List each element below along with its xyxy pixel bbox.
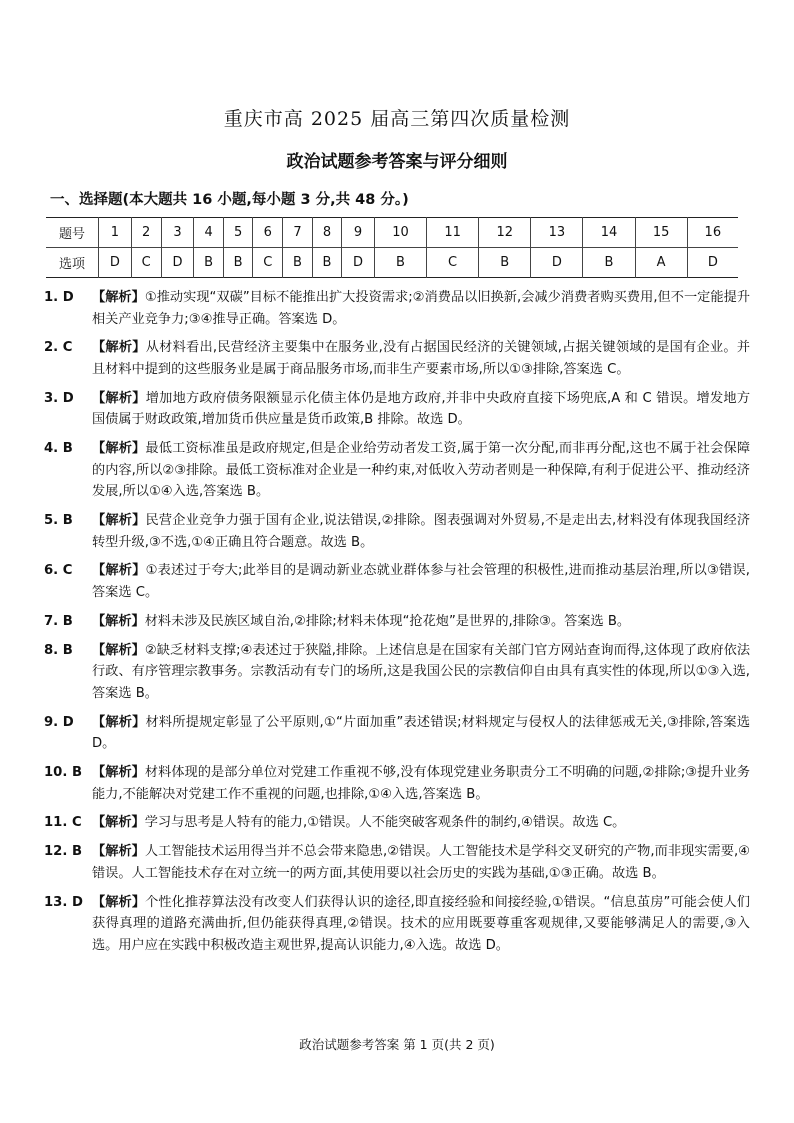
explanation-text-block bbox=[92, 287, 750, 330]
answer-cell: B bbox=[194, 248, 223, 278]
answer-cell: B bbox=[583, 248, 635, 278]
question-answer-label: 5. B bbox=[44, 513, 73, 529]
question-number-cell: 16 bbox=[687, 218, 738, 248]
question-number-cell: 4 bbox=[194, 218, 223, 248]
question-answer-label: 13. D bbox=[44, 894, 83, 910]
analysis-tag: 【解析】 bbox=[92, 815, 145, 831]
explanation-text: 材料未涉及民族区域自治,②排除;材料未体现“抢花炮”是世界的,排除③。答案选 B。 bbox=[144, 613, 631, 629]
explanation-item bbox=[44, 510, 750, 553]
explanation-item bbox=[44, 611, 750, 633]
explanation-text-block bbox=[92, 841, 750, 884]
explanation-item bbox=[44, 388, 750, 431]
explanation-item bbox=[44, 287, 750, 330]
explanation-text-block bbox=[92, 337, 750, 380]
question-answer-label: 10. B bbox=[44, 764, 83, 780]
question-answer-label: 3. D bbox=[44, 390, 74, 406]
explanation-item bbox=[44, 812, 750, 834]
explanation-text-block bbox=[92, 892, 750, 957]
question-number-cell: 14 bbox=[583, 218, 635, 248]
question-number-cell: 6 bbox=[253, 218, 283, 248]
question-number-cell: 12 bbox=[479, 218, 531, 248]
question-answer-label: 4. B bbox=[44, 441, 73, 457]
explanation-text: 民营企业竞争力强于国有企业,说法错误,②排除。图表强调对外贸易,不是走出去,材料没有体现我国经济转型升级,③不选,①④正确且符合题意。故选 B。 bbox=[92, 513, 751, 550]
answer-table-number-row bbox=[46, 218, 738, 248]
question-number-cell: 9 bbox=[342, 218, 375, 248]
answer-cell: D bbox=[342, 248, 375, 278]
explanation-item bbox=[44, 892, 750, 957]
question-answer-label: 12. B bbox=[44, 844, 83, 860]
analysis-tag: 【解析】 bbox=[92, 844, 145, 860]
explanation-text: 材料体现的是部分单位对党建工作重视不够,没有体现党建业务职责分工不明确的问题,②排除;③提升业务能力,不能解决对党建工作不重视的问题,也排除,①④入选,答案选 B。 bbox=[92, 764, 751, 802]
explanation-text: 人工智能技术运用得当并不总会带来隐患,②错误。人工智能技术是学科交叉研究的产物,而非现实需要,④错误。人工智能技术存在对立统一的两方面,其使用要以社会历史的实践为基础,①③正确。故选 B。 bbox=[92, 844, 750, 881]
question-number-cell: 3 bbox=[161, 218, 194, 248]
analysis-tag: 【解析】 bbox=[92, 714, 146, 730]
explanation-text-block bbox=[92, 510, 750, 553]
question-number-cell: 5 bbox=[223, 218, 252, 248]
explanation-text: 增加地方政府债务限额显示化债主体仍是地方政府,并非中央政府直接下场兜底,A 和 C 错误。增发地方国债属于财政政策,增加货币供应量是货币政策,B 排除。故选 D。 bbox=[92, 390, 751, 428]
question-answer-label: 2. C bbox=[44, 340, 73, 356]
question-answer-label: 9. D bbox=[44, 714, 74, 730]
question-answer-label: 1. D bbox=[44, 290, 74, 305]
row-label-answer: 选项 bbox=[46, 248, 99, 278]
explanation-item bbox=[44, 438, 750, 503]
answer-table bbox=[46, 217, 738, 278]
explanation-item bbox=[44, 712, 750, 755]
analysis-tag: 【解析】 bbox=[92, 894, 146, 910]
explanation-text-block bbox=[92, 640, 750, 705]
question-number-cell: 15 bbox=[635, 218, 687, 248]
analysis-tag: 【解析】 bbox=[92, 290, 145, 305]
page-footer: 政治试题参考答案 第 1 页(共 2 页) bbox=[299, 1037, 495, 1052]
question-number-cell: 10 bbox=[374, 218, 426, 248]
answer-table-answer-row bbox=[46, 248, 738, 278]
analysis-tag: 【解析】 bbox=[92, 613, 145, 629]
explanation-text-block bbox=[92, 388, 750, 431]
answer-cell: D bbox=[99, 248, 132, 278]
question-number-cell: 2 bbox=[131, 218, 161, 248]
answer-cell: B bbox=[223, 248, 252, 278]
analysis-tag: 【解析】 bbox=[92, 390, 146, 406]
explanation-item bbox=[44, 841, 750, 884]
answer-cell: C bbox=[253, 248, 283, 278]
explanation-text-block bbox=[92, 762, 750, 805]
explanation-item bbox=[44, 337, 750, 380]
explanation-text: 学习与思考是人特有的能力,①错误。人不能突破客观条件的制约,④错误。故选 C。 bbox=[144, 815, 626, 831]
explanation-item bbox=[44, 640, 750, 705]
analysis-tag: 【解析】 bbox=[92, 764, 145, 780]
answer-cell: B bbox=[374, 248, 426, 278]
answer-cell: D bbox=[687, 248, 738, 278]
explanation-text-block bbox=[92, 812, 750, 834]
page-subtitle: 政治试题参考答案与评分细则 bbox=[286, 152, 508, 172]
explanation-text-block bbox=[92, 712, 750, 755]
analysis-tag: 【解析】 bbox=[92, 642, 145, 658]
explanation-text: 材料所提规定彰显了公平原则,①“片面加重”表述错误;材料规定与侵权人的法律惩戒无关,③排除,答案选 D。 bbox=[92, 714, 751, 752]
answer-cell: B bbox=[312, 248, 341, 278]
question-number-cell: 8 bbox=[312, 218, 341, 248]
explanation-item bbox=[44, 762, 750, 805]
explanation-text-block bbox=[92, 611, 750, 633]
answer-cell: D bbox=[161, 248, 194, 278]
question-answer-label: 11. C bbox=[44, 815, 82, 831]
explanation-text: ②缺乏材料支撑;④表述过于狭隘,排除。上述信息是在国家有关部门官方网站查询而得,这体现了政府依法行政、有序管理宗教事务。宗教活动有专门的场所,这是我国公民的宗教信仰自由具有真实性的体现,所以①③入选,答案选 B。 bbox=[92, 642, 751, 701]
question-answer-label: 6. C bbox=[44, 563, 73, 579]
question-answer-label: 8. B bbox=[44, 642, 73, 658]
page-title: 重庆市高 2025 届高三第四次质量检测 bbox=[223, 108, 571, 130]
answer-cell: A bbox=[635, 248, 687, 278]
answer-cell: C bbox=[427, 248, 479, 278]
explanation-item bbox=[44, 560, 750, 603]
question-answer-label: 7. B bbox=[44, 613, 73, 629]
answer-cell: D bbox=[531, 248, 583, 278]
analysis-tag: 【解析】 bbox=[92, 513, 146, 529]
answer-cell: B bbox=[479, 248, 531, 278]
answer-cell: B bbox=[283, 248, 312, 278]
question-number-cell: 1 bbox=[99, 218, 132, 248]
question-number-cell: 11 bbox=[427, 218, 479, 248]
explanation-text-block bbox=[92, 560, 750, 603]
analysis-tag: 【解析】 bbox=[92, 563, 146, 579]
analysis-tag: 【解析】 bbox=[92, 340, 146, 356]
explanation-text: 从材料看出,民营经济主要集中在服务业,没有占据国民经济的关键领域,占据关键领域的是国有企业。并且材料中提到的这些服务业是属于商品服务市场,而非生产要素市场,所以①③排除,答案选 C。 bbox=[92, 340, 750, 377]
analysis-tag: 【解析】 bbox=[92, 441, 146, 457]
explanation-text-block bbox=[92, 438, 750, 503]
explanation-text: ①表述过于夸大;此举目的是调动新业态就业群体参与社会管理的积极性,进而推动基层治理,所以③错误,答案选 C。 bbox=[92, 563, 750, 601]
explanation-list bbox=[44, 287, 750, 963]
question-number-cell: 7 bbox=[283, 218, 312, 248]
answer-cell: C bbox=[131, 248, 161, 278]
explanation-text: 最低工资标准虽是政府规定,但是企业给劳动者发工资,属于第一次分配,而非再分配,这也不属于社会保障的内容,所以②③排除。最低工资标准对企业是一种约束,对低收入劳动者则是一种保障,有利于促进公平、推动经济发展,所以①④入选,答案选 B。 bbox=[92, 441, 751, 500]
section-heading: 一、选择题(本大题共 16 小题,每小题 3 分,共 48 分。) bbox=[50, 192, 409, 208]
row-label-number: 题号 bbox=[58, 227, 85, 242]
explanation-text: 个性化推荐算法没有改变人们获得认识的途径,即直接经验和间接经验,①错误。“信息茧房”可能会使人们获得真理的道路充满曲折,但仍能获得真理,②错误。技术的应用既要尊重客观规律,又要能够满足人的需要,③入选。用户应在实践中积极改造主观世界,提高认识能力,④入选。故选 D。 bbox=[92, 894, 750, 953]
question-number-cell: 13 bbox=[531, 218, 583, 248]
explanation-text: ①推动实现“双碳”目标不能推出扩大投资需求;②消费品以旧换新,会减少消费者购买费用,但不一定能提升相关产业竞争力;③④推导正确。答案选 D。 bbox=[92, 290, 751, 327]
